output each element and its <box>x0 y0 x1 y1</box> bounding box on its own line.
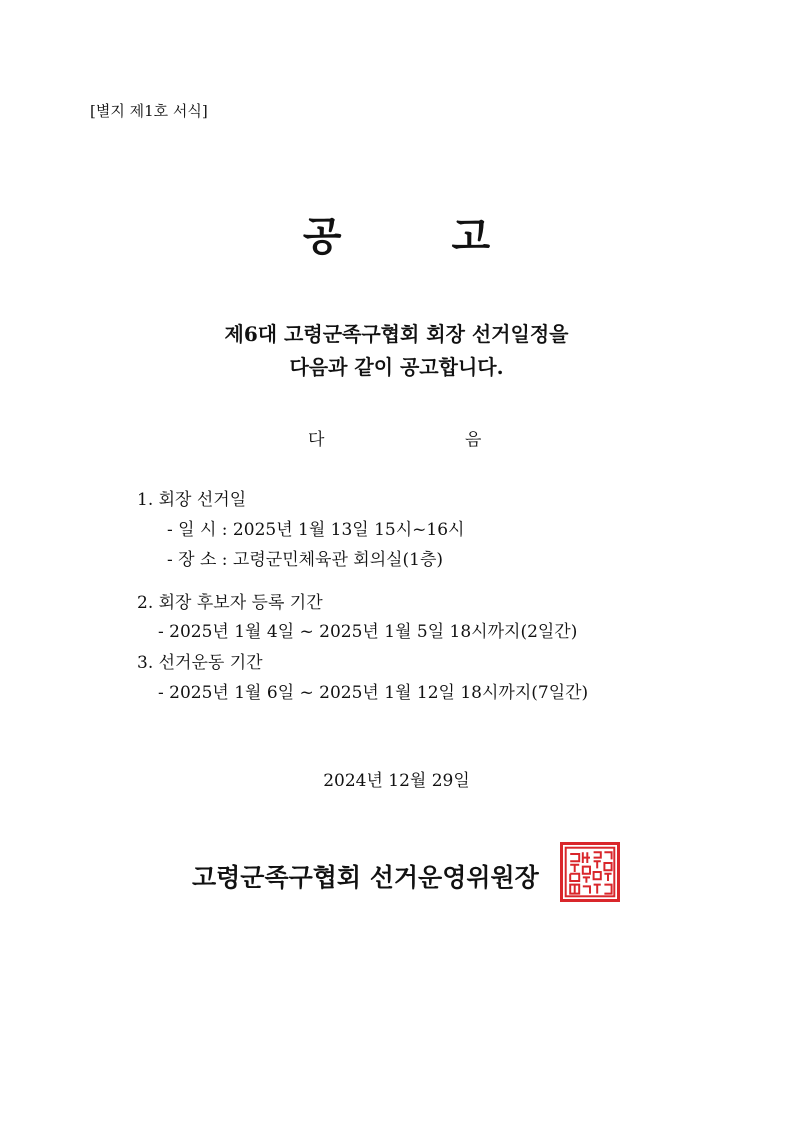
form-label: [별지 제1호 서식] <box>90 102 208 120</box>
heading-right: 음 <box>465 430 482 450</box>
signer-name: 고령군족구협회 선거운영위원장 <box>192 863 539 892</box>
intro-text <box>0 318 793 384</box>
section-1-title: 1. 회장 선거일 <box>137 490 247 510</box>
section-3-period: - 2025년 1월 6일 ~ 2025년 1월 12일 18시까지(7일간) <box>158 683 589 703</box>
title-char-left: 공 <box>302 213 342 260</box>
section-1-datetime: - 일 시 : 2025년 1월 13일 15시~16시 <box>167 520 465 540</box>
section-3-title: 3. 선거운동 기간 <box>137 653 263 673</box>
intro-line-2: 다음과 같이 공고합니다. <box>289 355 504 379</box>
heading-left: 다 <box>308 430 325 450</box>
title-char-right: 고 <box>451 213 491 260</box>
section-2-period: - 2025년 1월 4일 ~ 2025년 1월 5일 18시까지(2일간) <box>158 622 578 642</box>
section-1-place: - 장 소 : 고령군민체육관 회의실(1층) <box>167 550 444 570</box>
document-date: 2024년 12월 29일 <box>323 771 470 791</box>
intro-line-1: 제6대 고령군족구협회 회장 선거일정을 <box>224 322 569 346</box>
seal-glyphs <box>563 845 617 899</box>
official-seal-stamp <box>560 842 620 902</box>
document-title <box>0 205 793 262</box>
section-2-title: 2. 회장 후보자 등록 기간 <box>137 593 323 613</box>
